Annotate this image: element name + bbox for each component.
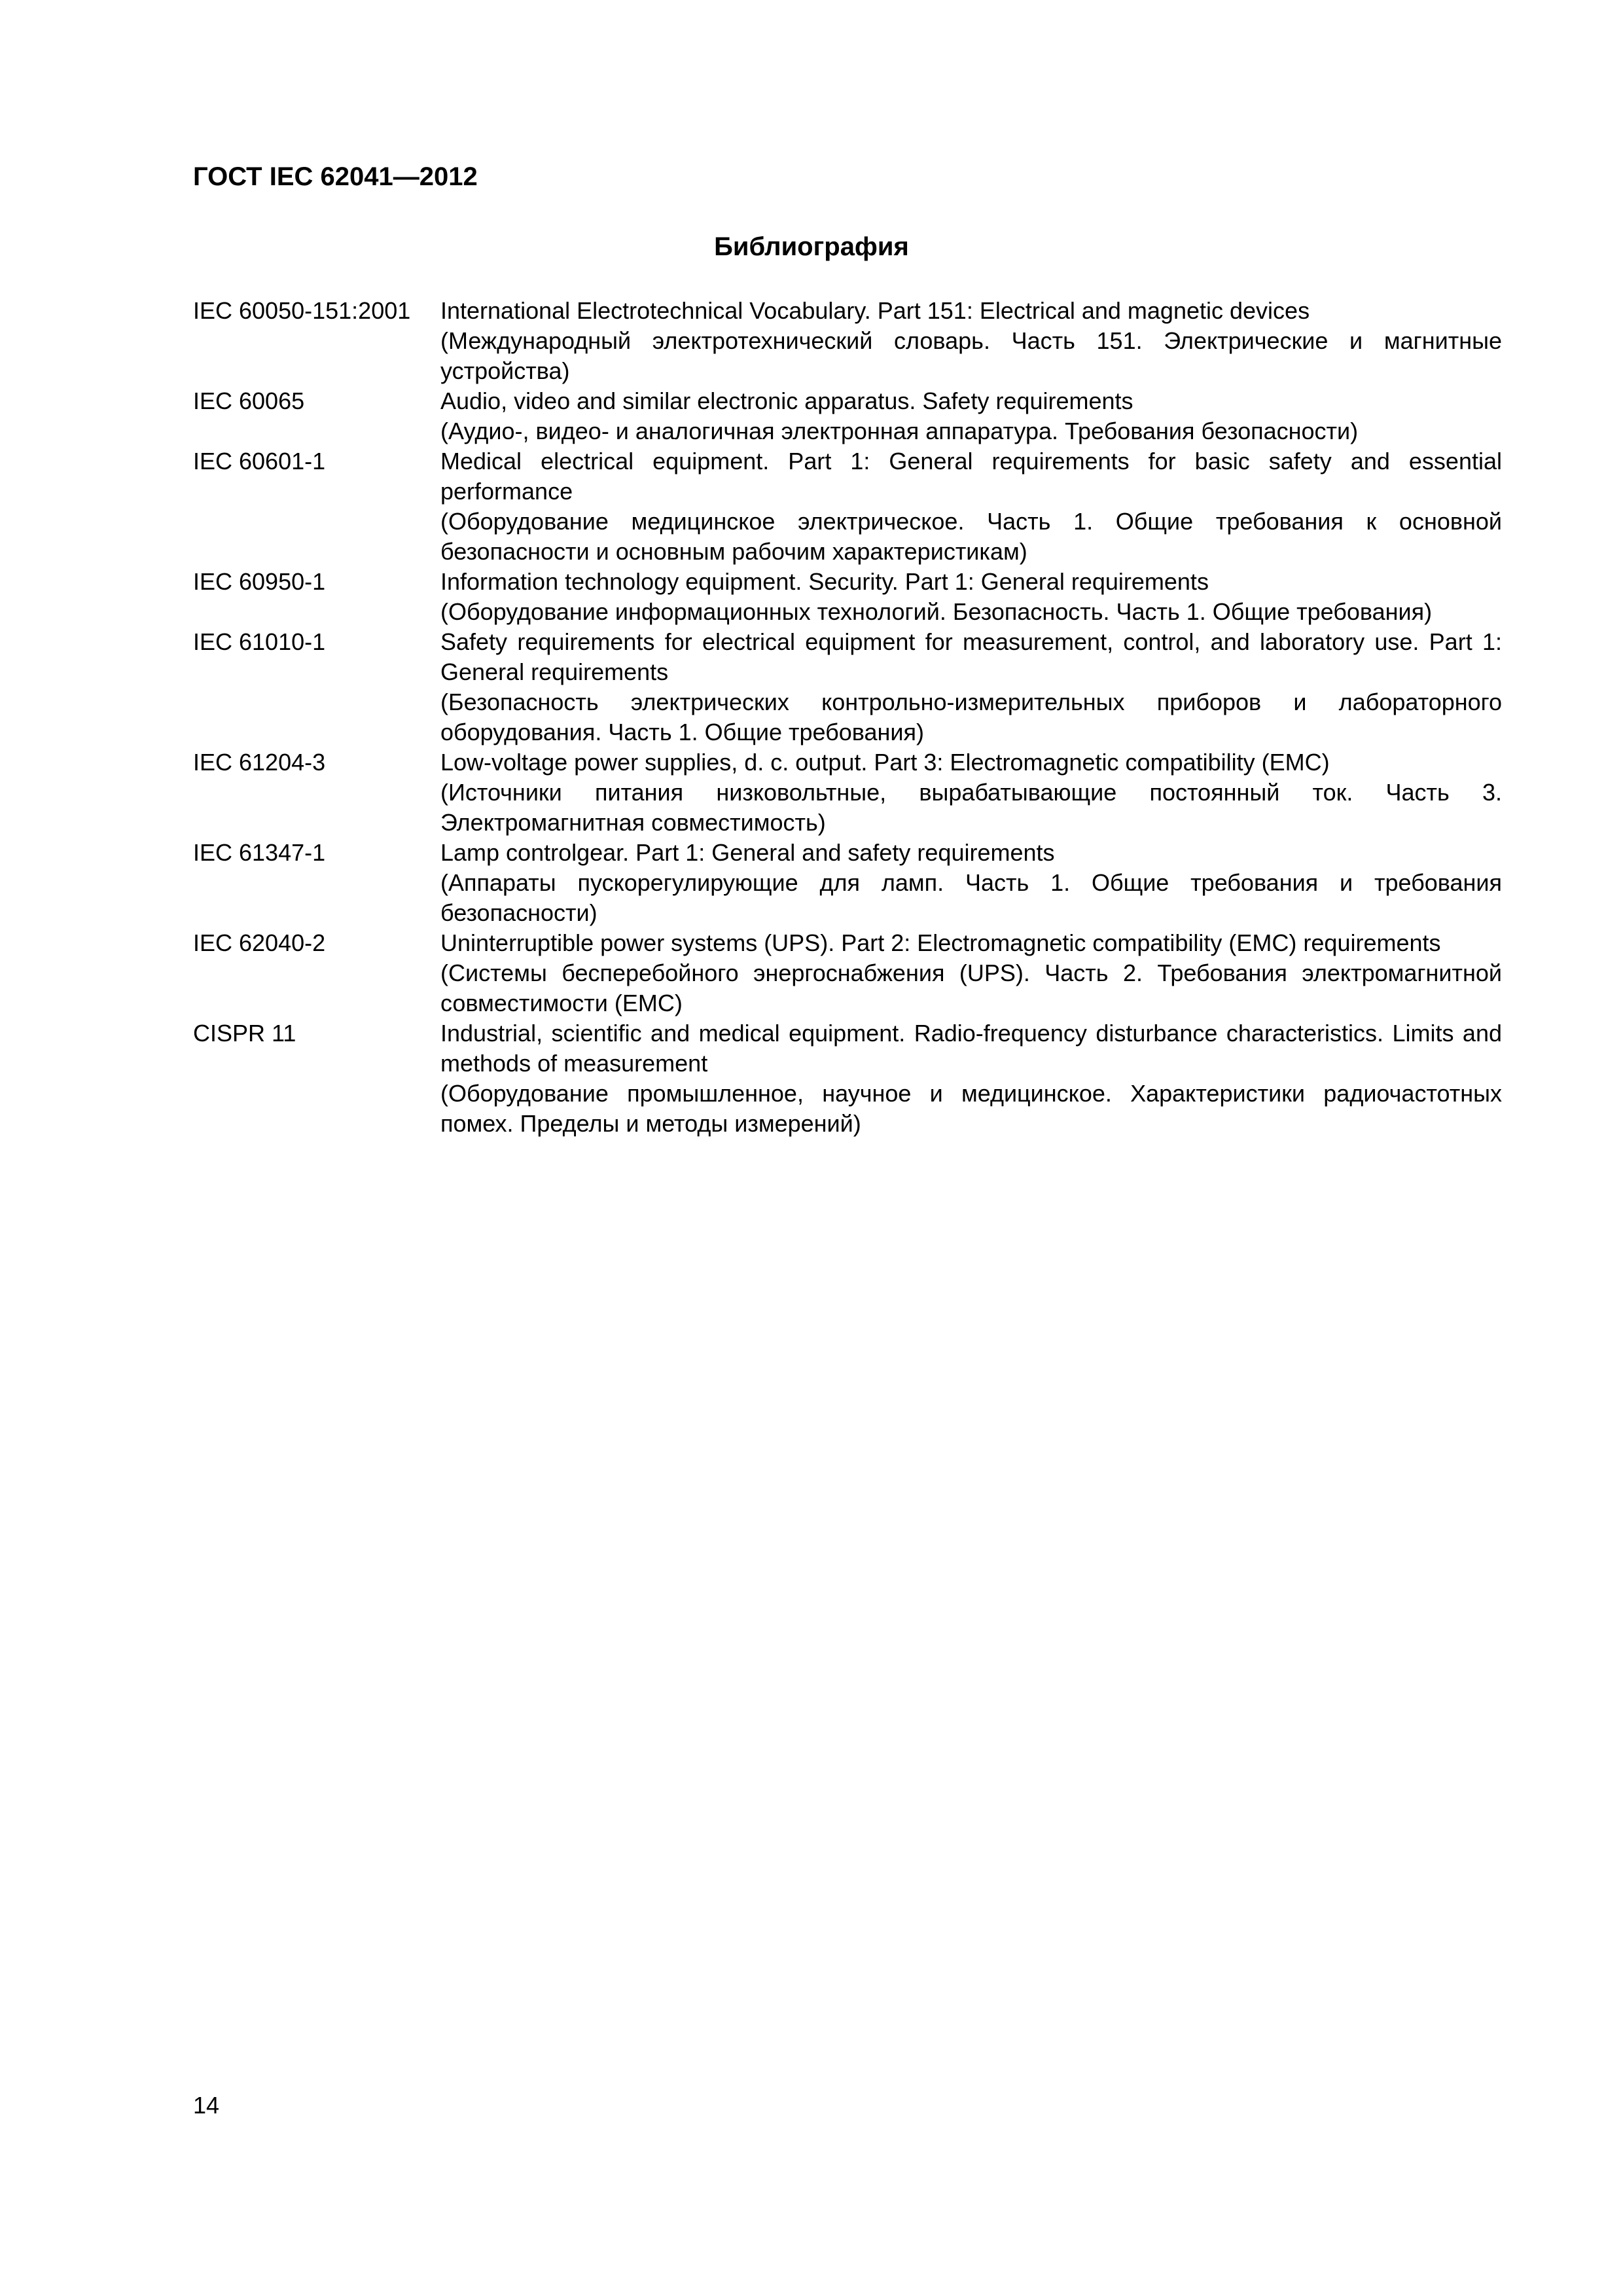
standard-code: IEC 60950-1 <box>193 568 326 595</box>
standard-code: IEC 61204-3 <box>193 749 326 776</box>
title-english: Information technology equipment. Security. Part 1: General requirements <box>440 568 1209 595</box>
standard-code: IEC 60601-1 <box>193 448 326 475</box>
title-english: Medical electrical equipment. Part 1: General requirements for basic safety and essential performance <box>440 448 1502 505</box>
entry-description <box>440 386 1502 446</box>
bibliography-entry <box>193 1018 1502 1139</box>
title-russian: (Источники питания низковольтные, вырабатывающие постоянный ток. Часть 3. Электромагнитная совместимость) <box>440 779 1502 836</box>
title-russian: (Безопасность электрических контрольно-измерительных приборов и лабораторного оборудования. Часть 1. Общие требования) <box>440 689 1502 745</box>
bibliography-entry <box>193 928 1502 1018</box>
standard-code: IEC 62040-2 <box>193 929 326 956</box>
title-russian: (Аудио-, видео- и аналогичная электронная аппаратура. Требования безопасности) <box>440 418 1359 444</box>
title-english: Lamp controlgear. Part 1: General and safety requirements <box>440 839 1055 866</box>
document-header: ГОСТ IEC 62041—2012 <box>193 162 478 191</box>
entry-description <box>440 747 1502 838</box>
title-russian: (Оборудование медицинское электрическое. Часть 1. Общие требования к основной безопасности и основным рабочим характеристикам) <box>440 508 1502 565</box>
standard-code: IEC 61347-1 <box>193 839 326 866</box>
title-russian: (Системы бесперебойного энергоснабжения (UPS). Часть 2. Требования электромагнитной совместимости (EMC) <box>440 960 1502 1016</box>
bibliography-entry <box>193 838 1502 928</box>
title-russian: (Аппараты пускорегулирующие для ламп. Часть 1. Общие требования и требования безопасности) <box>440 869 1502 926</box>
title-russian: (Международный электротехнический словарь. Часть 151. Электрические и магнитные устройства) <box>440 327 1502 384</box>
entry-description <box>440 446 1502 567</box>
section-title: Библиография <box>714 232 909 261</box>
bibliography-entry <box>193 747 1502 838</box>
title-english: Uninterruptible power systems (UPS). Part 2: Electromagnetic compatibility (EMC) requirements <box>440 929 1441 956</box>
bibliography-entry <box>193 386 1502 446</box>
bibliography-entry <box>193 446 1502 567</box>
title-english: Low-voltage power supplies, d. c. output. Part 3: Electromagnetic compatibility (EMC) <box>440 749 1330 776</box>
entry-description <box>440 1018 1502 1139</box>
title-english: Audio, video and similar electronic apparatus. Safety requirements <box>440 387 1133 414</box>
title-russian: (Оборудование информационных технологий. Безопасность. Часть 1. Общие требования) <box>440 598 1433 625</box>
bibliography-list <box>193 296 1502 1139</box>
entry-description <box>440 627 1502 747</box>
standard-code: IEC 60050-151:2001 <box>193 297 411 324</box>
title-english: International Electrotechnical Vocabulary. Part 151: Electrical and magnetic devices <box>440 297 1310 324</box>
title-english: Safety requirements for electrical equipment for measurement, control, and laboratory use. Part 1: General requirements <box>440 628 1502 685</box>
standard-code: IEC 60065 <box>193 387 305 414</box>
bibliography-entry <box>193 627 1502 747</box>
entry-description <box>440 296 1502 386</box>
entry-description <box>440 567 1502 627</box>
entry-description <box>440 838 1502 928</box>
bibliography-entry <box>193 296 1502 386</box>
entry-description <box>440 928 1502 1018</box>
page-number: 14 <box>193 2092 220 2119</box>
standard-code: CISPR 11 <box>193 1020 296 1047</box>
title-russian: (Оборудование промышленное, научное и медицинское. Характеристики радиочастотных помех. Пределы и методы измерений) <box>440 1080 1502 1137</box>
standard-code: IEC 61010-1 <box>193 628 326 655</box>
bibliography-entry <box>193 567 1502 627</box>
title-english: Industrial, scientific and medical equipment. Radio-frequency disturbance characteristics. Limits and methods of measurement <box>440 1020 1502 1077</box>
